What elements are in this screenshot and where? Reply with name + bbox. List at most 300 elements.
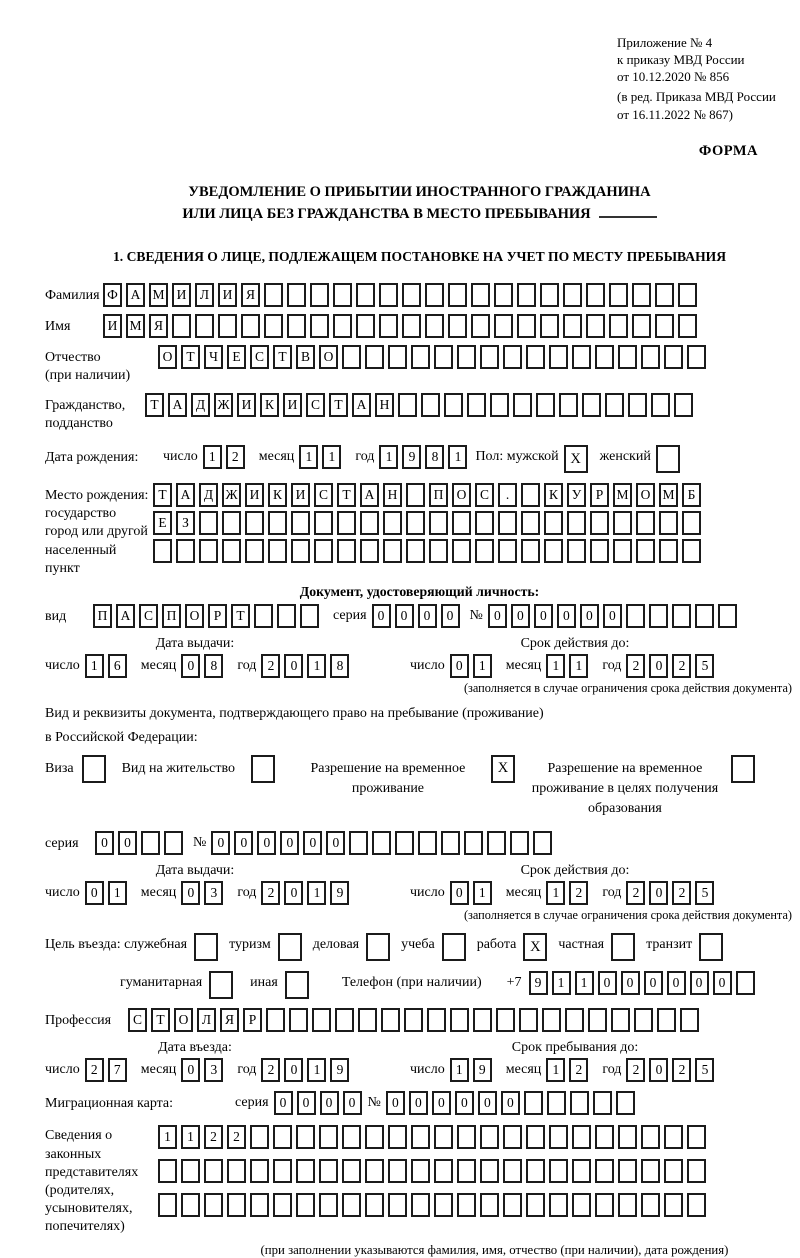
char-cell[interactable]: Ф: [103, 283, 122, 307]
permit-valid-year-boxes[interactable]: [626, 881, 718, 905]
char-cell[interactable]: [372, 831, 391, 855]
char-cell[interactable]: С: [475, 483, 494, 507]
char-cell[interactable]: [319, 1193, 338, 1217]
char-cell[interactable]: О: [319, 345, 338, 369]
char-cell[interactable]: [672, 604, 691, 628]
char-cell[interactable]: [153, 539, 172, 563]
char-cell[interactable]: 1: [575, 971, 594, 995]
char-cell[interactable]: 0: [649, 1058, 668, 1082]
char-cell[interactable]: [480, 1125, 499, 1149]
char-cell[interactable]: [418, 831, 437, 855]
char-cell[interactable]: [540, 314, 559, 338]
birth-day-boxes[interactable]: [203, 445, 249, 469]
char-cell[interactable]: [395, 831, 414, 855]
char-cell[interactable]: 0: [603, 604, 622, 628]
stay-year-boxes[interactable]: [626, 1058, 718, 1082]
char-cell[interactable]: К: [268, 483, 287, 507]
char-cell[interactable]: [222, 511, 241, 535]
char-cell[interactable]: [427, 1008, 446, 1032]
char-cell[interactable]: [450, 1008, 469, 1032]
char-cell[interactable]: 9: [402, 445, 421, 469]
char-cell[interactable]: [333, 314, 352, 338]
char-cell[interactable]: [682, 511, 701, 535]
char-cell[interactable]: [628, 393, 647, 417]
char-cell[interactable]: [388, 1159, 407, 1183]
char-cell[interactable]: [310, 283, 329, 307]
char-cell[interactable]: [365, 345, 384, 369]
char-cell[interactable]: [411, 1193, 430, 1217]
char-cell[interactable]: [533, 831, 552, 855]
char-cell[interactable]: [429, 539, 448, 563]
char-cell[interactable]: В: [296, 345, 315, 369]
char-cell[interactable]: 1: [473, 654, 492, 678]
char-cell[interactable]: [241, 314, 260, 338]
char-cell[interactable]: [448, 283, 467, 307]
char-cell[interactable]: 0: [372, 604, 391, 628]
char-cell[interactable]: 2: [626, 654, 645, 678]
char-cell[interactable]: [398, 393, 417, 417]
doc-kind-boxes[interactable]: [93, 604, 323, 628]
char-cell[interactable]: [572, 1125, 591, 1149]
char-cell[interactable]: [383, 511, 402, 535]
char-cell[interactable]: [381, 1008, 400, 1032]
char-cell[interactable]: Т: [151, 1008, 170, 1032]
char-cell[interactable]: [674, 393, 693, 417]
char-cell[interactable]: [158, 1193, 177, 1217]
char-cell[interactable]: [388, 1193, 407, 1217]
char-cell[interactable]: [379, 283, 398, 307]
char-cell[interactable]: [250, 1159, 269, 1183]
sex-female-checkbox[interactable]: [656, 445, 680, 473]
char-cell[interactable]: 0: [713, 971, 732, 995]
char-cell[interactable]: [494, 283, 513, 307]
char-cell[interactable]: [181, 1193, 200, 1217]
char-cell[interactable]: 2: [672, 881, 691, 905]
char-cell[interactable]: [379, 314, 398, 338]
char-cell[interactable]: [457, 1159, 476, 1183]
permit-valid-day-boxes[interactable]: [450, 881, 496, 905]
char-cell[interactable]: 1: [307, 881, 326, 905]
char-cell[interactable]: 1: [299, 445, 318, 469]
char-cell[interactable]: [503, 1125, 522, 1149]
char-cell[interactable]: [590, 511, 609, 535]
char-cell[interactable]: 0: [478, 1091, 497, 1115]
char-cell[interactable]: А: [360, 483, 379, 507]
char-cell[interactable]: [480, 345, 499, 369]
char-cell[interactable]: 0: [644, 971, 663, 995]
char-cell[interactable]: [406, 483, 425, 507]
purpose-commercial-checkbox[interactable]: [366, 933, 390, 961]
char-cell[interactable]: [549, 345, 568, 369]
profession-boxes[interactable]: [128, 1008, 703, 1032]
char-cell[interactable]: 0: [432, 1091, 451, 1115]
char-cell[interactable]: 0: [95, 831, 114, 855]
char-cell[interactable]: О: [158, 345, 177, 369]
char-cell[interactable]: [349, 831, 368, 855]
char-cell[interactable]: А: [116, 604, 135, 628]
char-cell[interactable]: А: [126, 283, 145, 307]
char-cell[interactable]: Т: [153, 483, 172, 507]
char-cell[interactable]: 5: [695, 881, 714, 905]
char-cell[interactable]: [300, 604, 319, 628]
char-cell[interactable]: .: [498, 483, 517, 507]
char-cell[interactable]: 0: [118, 831, 137, 855]
char-cell[interactable]: [588, 1008, 607, 1032]
birthplace-row2-boxes[interactable]: [153, 511, 705, 535]
char-cell[interactable]: [448, 314, 467, 338]
char-cell[interactable]: [572, 1159, 591, 1183]
char-cell[interactable]: [664, 345, 683, 369]
char-cell[interactable]: [503, 345, 522, 369]
char-cell[interactable]: М: [126, 314, 145, 338]
char-cell[interactable]: 0: [85, 881, 104, 905]
char-cell[interactable]: [457, 1125, 476, 1149]
char-cell[interactable]: [475, 511, 494, 535]
char-cell[interactable]: 0: [511, 604, 530, 628]
purpose-transit-checkbox[interactable]: [699, 933, 723, 961]
char-cell[interactable]: М: [613, 483, 632, 507]
char-cell[interactable]: 0: [280, 831, 299, 855]
char-cell[interactable]: 2: [85, 1058, 104, 1082]
doc-issue-month-boxes[interactable]: [181, 654, 227, 678]
char-cell[interactable]: 0: [343, 1091, 362, 1115]
char-cell[interactable]: [434, 1159, 453, 1183]
char-cell[interactable]: [695, 604, 714, 628]
char-cell[interactable]: [406, 539, 425, 563]
char-cell[interactable]: [342, 1125, 361, 1149]
purpose-business-checkbox[interactable]: [194, 933, 218, 961]
char-cell[interactable]: [605, 393, 624, 417]
char-cell[interactable]: Т: [329, 393, 348, 417]
char-cell[interactable]: [356, 283, 375, 307]
char-cell[interactable]: [549, 1125, 568, 1149]
char-cell[interactable]: [678, 314, 697, 338]
char-cell[interactable]: 2: [569, 1058, 588, 1082]
purpose-humanitarian-checkbox[interactable]: [209, 971, 233, 999]
char-cell[interactable]: [498, 511, 517, 535]
char-cell[interactable]: 0: [450, 881, 469, 905]
char-cell[interactable]: 2: [226, 445, 245, 469]
char-cell[interactable]: [524, 1091, 543, 1115]
stay-day-boxes[interactable]: [450, 1058, 496, 1082]
char-cell[interactable]: [503, 1193, 522, 1217]
char-cell[interactable]: А: [352, 393, 371, 417]
char-cell[interactable]: [250, 1193, 269, 1217]
representatives-row3-boxes[interactable]: [158, 1193, 710, 1217]
char-cell[interactable]: 0: [181, 881, 200, 905]
char-cell[interactable]: 0: [395, 604, 414, 628]
visa-checkbox[interactable]: [82, 755, 106, 783]
char-cell[interactable]: [664, 1193, 683, 1217]
char-cell[interactable]: [680, 1008, 699, 1032]
lastname-boxes[interactable]: [103, 283, 701, 307]
char-cell[interactable]: [547, 1091, 566, 1115]
char-cell[interactable]: 0: [297, 1091, 316, 1115]
char-cell[interactable]: [425, 283, 444, 307]
doc-series-boxes[interactable]: [372, 604, 464, 628]
char-cell[interactable]: [218, 314, 237, 338]
char-cell[interactable]: [618, 345, 637, 369]
char-cell[interactable]: 3: [204, 881, 223, 905]
char-cell[interactable]: [227, 1193, 246, 1217]
char-cell[interactable]: [429, 511, 448, 535]
char-cell[interactable]: 0: [534, 604, 553, 628]
char-cell[interactable]: Я: [149, 314, 168, 338]
char-cell[interactable]: [526, 345, 545, 369]
purpose-other-checkbox[interactable]: [285, 971, 309, 999]
char-cell[interactable]: [636, 539, 655, 563]
char-cell[interactable]: [356, 314, 375, 338]
char-cell[interactable]: 0: [450, 654, 469, 678]
char-cell[interactable]: [172, 314, 191, 338]
char-cell[interactable]: [425, 314, 444, 338]
char-cell[interactable]: [314, 511, 333, 535]
char-cell[interactable]: 0: [667, 971, 686, 995]
char-cell[interactable]: [360, 539, 379, 563]
char-cell[interactable]: [521, 511, 540, 535]
char-cell[interactable]: [616, 1091, 635, 1115]
char-cell[interactable]: И: [237, 393, 256, 417]
char-cell[interactable]: 0: [234, 831, 253, 855]
char-cell[interactable]: [659, 539, 678, 563]
char-cell[interactable]: И: [245, 483, 264, 507]
char-cell[interactable]: [544, 511, 563, 535]
char-cell[interactable]: 1: [158, 1125, 177, 1149]
char-cell[interactable]: [287, 283, 306, 307]
char-cell[interactable]: [736, 971, 755, 995]
char-cell[interactable]: [586, 283, 605, 307]
char-cell[interactable]: 0: [455, 1091, 474, 1115]
char-cell[interactable]: С: [139, 604, 158, 628]
char-cell[interactable]: 2: [672, 1058, 691, 1082]
char-cell[interactable]: [245, 539, 264, 563]
permit-issue-day-boxes[interactable]: [85, 881, 131, 905]
char-cell[interactable]: С: [250, 345, 269, 369]
char-cell[interactable]: 0: [257, 831, 276, 855]
temporary-permit-checkbox[interactable]: X: [491, 755, 515, 783]
char-cell[interactable]: 1: [552, 971, 571, 995]
representatives-row1-boxes[interactable]: [158, 1125, 710, 1149]
char-cell[interactable]: Н: [383, 483, 402, 507]
char-cell[interactable]: [365, 1193, 384, 1217]
char-cell[interactable]: [319, 1125, 338, 1149]
char-cell[interactable]: 0: [274, 1091, 293, 1115]
char-cell[interactable]: 0: [409, 1091, 428, 1115]
char-cell[interactable]: [544, 539, 563, 563]
char-cell[interactable]: [567, 511, 586, 535]
char-cell[interactable]: О: [174, 1008, 193, 1032]
char-cell[interactable]: [404, 1008, 423, 1032]
char-cell[interactable]: 1: [108, 881, 127, 905]
representatives-row2-boxes[interactable]: [158, 1159, 710, 1183]
char-cell[interactable]: [664, 1125, 683, 1149]
entry-day-boxes[interactable]: [85, 1058, 131, 1082]
char-cell[interactable]: [337, 511, 356, 535]
char-cell[interactable]: [342, 1159, 361, 1183]
char-cell[interactable]: [365, 1125, 384, 1149]
education-permit-checkbox[interactable]: [731, 755, 755, 783]
char-cell[interactable]: [641, 345, 660, 369]
char-cell[interactable]: [473, 1008, 492, 1032]
permit-issue-year-boxes[interactable]: [261, 881, 353, 905]
char-cell[interactable]: 0: [501, 1091, 520, 1115]
char-cell[interactable]: Д: [199, 483, 218, 507]
char-cell[interactable]: [158, 1159, 177, 1183]
permit-issue-month-boxes[interactable]: [181, 881, 227, 905]
char-cell[interactable]: [595, 1193, 614, 1217]
char-cell[interactable]: [687, 1193, 706, 1217]
entry-year-boxes[interactable]: [261, 1058, 353, 1082]
char-cell[interactable]: [452, 511, 471, 535]
char-cell[interactable]: К: [260, 393, 279, 417]
char-cell[interactable]: 1: [203, 445, 222, 469]
char-cell[interactable]: [296, 1159, 315, 1183]
char-cell[interactable]: 0: [690, 971, 709, 995]
char-cell[interactable]: Р: [208, 604, 227, 628]
char-cell[interactable]: [559, 393, 578, 417]
char-cell[interactable]: [141, 831, 160, 855]
char-cell[interactable]: [291, 539, 310, 563]
char-cell[interactable]: [572, 1193, 591, 1217]
char-cell[interactable]: 0: [621, 971, 640, 995]
char-cell[interactable]: [536, 393, 555, 417]
char-cell[interactable]: [266, 1008, 285, 1032]
char-cell[interactable]: Т: [231, 604, 250, 628]
char-cell[interactable]: [641, 1193, 660, 1217]
char-cell[interactable]: С: [128, 1008, 147, 1032]
char-cell[interactable]: [467, 393, 486, 417]
char-cell[interactable]: [718, 604, 737, 628]
char-cell[interactable]: [457, 345, 476, 369]
char-cell[interactable]: 2: [672, 654, 691, 678]
char-cell[interactable]: [521, 483, 540, 507]
char-cell[interactable]: [595, 1159, 614, 1183]
char-cell[interactable]: [287, 314, 306, 338]
char-cell[interactable]: 1: [546, 1058, 565, 1082]
char-cell[interactable]: 0: [418, 604, 437, 628]
char-cell[interactable]: [655, 314, 674, 338]
char-cell[interactable]: [513, 393, 532, 417]
char-cell[interactable]: 5: [695, 654, 714, 678]
char-cell[interactable]: [649, 604, 668, 628]
purpose-work-checkbox[interactable]: X: [523, 933, 547, 961]
char-cell[interactable]: 1: [450, 1058, 469, 1082]
char-cell[interactable]: 2: [569, 881, 588, 905]
char-cell[interactable]: 1: [307, 1058, 326, 1082]
char-cell[interactable]: 2: [227, 1125, 246, 1149]
char-cell[interactable]: А: [176, 483, 195, 507]
char-cell[interactable]: [563, 283, 582, 307]
char-cell[interactable]: [687, 345, 706, 369]
phone-boxes[interactable]: [529, 971, 759, 995]
char-cell[interactable]: М: [149, 283, 168, 307]
char-cell[interactable]: [549, 1159, 568, 1183]
permit-series-boxes[interactable]: [95, 831, 187, 855]
char-cell[interactable]: [510, 831, 529, 855]
char-cell[interactable]: О: [636, 483, 655, 507]
char-cell[interactable]: [289, 1008, 308, 1032]
char-cell[interactable]: 0: [181, 654, 200, 678]
char-cell[interactable]: С: [306, 393, 325, 417]
char-cell[interactable]: [611, 1008, 630, 1032]
char-cell[interactable]: Ж: [222, 483, 241, 507]
char-cell[interactable]: 0: [580, 604, 599, 628]
char-cell[interactable]: [657, 1008, 676, 1032]
char-cell[interactable]: [609, 283, 628, 307]
char-cell[interactable]: 0: [649, 654, 668, 678]
residence-permit-checkbox[interactable]: [251, 755, 275, 783]
char-cell[interactable]: 0: [441, 604, 460, 628]
char-cell[interactable]: [678, 283, 697, 307]
char-cell[interactable]: [319, 1159, 338, 1183]
char-cell[interactable]: У: [567, 483, 586, 507]
char-cell[interactable]: 8: [330, 654, 349, 678]
char-cell[interactable]: [337, 539, 356, 563]
char-cell[interactable]: 0: [386, 1091, 405, 1115]
char-cell[interactable]: [517, 283, 536, 307]
char-cell[interactable]: [227, 1159, 246, 1183]
char-cell[interactable]: [402, 314, 421, 338]
char-cell[interactable]: [250, 1125, 269, 1149]
doc-valid-day-boxes[interactable]: [450, 654, 496, 678]
char-cell[interactable]: 1: [322, 445, 341, 469]
birth-month-boxes[interactable]: [299, 445, 345, 469]
char-cell[interactable]: И: [218, 283, 237, 307]
char-cell[interactable]: [314, 539, 333, 563]
char-cell[interactable]: [618, 1159, 637, 1183]
char-cell[interactable]: [273, 1193, 292, 1217]
char-cell[interactable]: [421, 393, 440, 417]
entry-month-boxes[interactable]: [181, 1058, 227, 1082]
char-cell[interactable]: 2: [626, 1058, 645, 1082]
char-cell[interactable]: 0: [211, 831, 230, 855]
char-cell[interactable]: [457, 1193, 476, 1217]
firstname-boxes[interactable]: [103, 314, 701, 338]
char-cell[interactable]: Я: [220, 1008, 239, 1032]
char-cell[interactable]: Р: [243, 1008, 262, 1032]
char-cell[interactable]: Т: [181, 345, 200, 369]
char-cell[interactable]: 1: [307, 654, 326, 678]
char-cell[interactable]: 0: [598, 971, 617, 995]
char-cell[interactable]: [687, 1159, 706, 1183]
char-cell[interactable]: [434, 345, 453, 369]
char-cell[interactable]: [655, 283, 674, 307]
char-cell[interactable]: З: [176, 511, 195, 535]
sex-male-checkbox[interactable]: X: [564, 445, 588, 473]
char-cell[interactable]: [494, 314, 513, 338]
char-cell[interactable]: [526, 1125, 545, 1149]
char-cell[interactable]: 0: [284, 1058, 303, 1082]
doc-issue-year-boxes[interactable]: [261, 654, 353, 678]
char-cell[interactable]: 0: [320, 1091, 339, 1115]
char-cell[interactable]: И: [283, 393, 302, 417]
citizenship-boxes[interactable]: [145, 393, 697, 417]
char-cell[interactable]: 8: [204, 654, 223, 678]
char-cell[interactable]: Т: [337, 483, 356, 507]
char-cell[interactable]: [406, 511, 425, 535]
char-cell[interactable]: [487, 831, 506, 855]
char-cell[interactable]: [335, 1008, 354, 1032]
char-cell[interactable]: [365, 1159, 384, 1183]
char-cell[interactable]: [572, 345, 591, 369]
stay-month-boxes[interactable]: [546, 1058, 592, 1082]
char-cell[interactable]: [549, 1193, 568, 1217]
char-cell[interactable]: П: [162, 604, 181, 628]
char-cell[interactable]: И: [103, 314, 122, 338]
char-cell[interactable]: [570, 1091, 589, 1115]
char-cell[interactable]: [590, 539, 609, 563]
purpose-private-checkbox[interactable]: [611, 933, 635, 961]
